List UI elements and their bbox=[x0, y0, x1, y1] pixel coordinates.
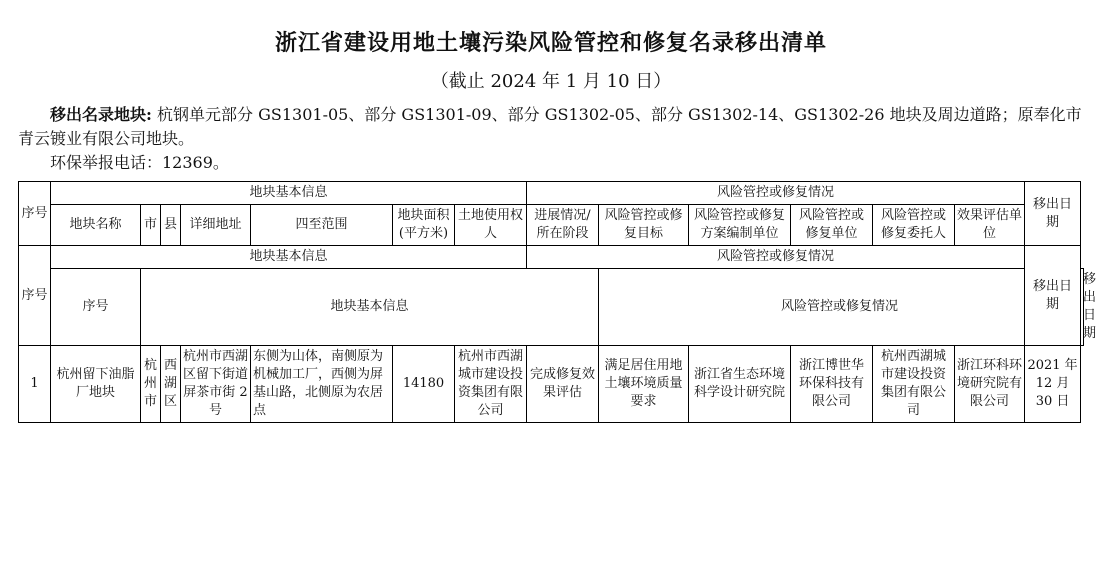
header-cell: 详细地址 bbox=[181, 205, 251, 246]
header-cell: 风险管控或修复目标 bbox=[599, 205, 689, 246]
table-row bbox=[19, 346, 1084, 423]
hotline: 环保举报电话：12369。 bbox=[50, 153, 229, 172]
table-cell: 满足居住用地土壤环境质量要求 bbox=[599, 346, 689, 423]
table-cell: 杭州市 bbox=[141, 346, 161, 423]
table-cell: 杭州市西湖区留下街道屏茶市街 2 号 bbox=[181, 346, 251, 423]
header-cell: 土地使用权人 bbox=[455, 205, 527, 246]
removal-text: 杭钢单元部分 GS1301-05、部分 GS1301-09、部分 GS1302-05、部分 GS1302-14、GS1302-26 地块及周边道路；原奉化市青云镀业有限公司地块。 bbox=[18, 105, 1082, 148]
header-cell: 移出日期 bbox=[1025, 182, 1081, 246]
header-cell: 序号 bbox=[19, 246, 51, 346]
removal-paragraph bbox=[18, 103, 1084, 151]
group-header-risk: 风险管控或修复情况 bbox=[599, 269, 1081, 346]
table-cell: 杭州留下油脂厂地块 bbox=[51, 346, 141, 423]
table-cell: 杭州市西湖城市建设投资集团有限公司 bbox=[455, 346, 527, 423]
subtitle: （截止 2024 年 1 月 10 日） bbox=[430, 71, 672, 92]
table-cell: 西湖区 bbox=[161, 346, 181, 423]
group-header-basic: 地块基本信息 bbox=[51, 182, 527, 205]
page-title: 浙江省建设用地土壤污染风险管控和修复名录移出清单 bbox=[274, 30, 827, 56]
header-cell: 移出日期 bbox=[1081, 269, 1084, 346]
header-cell: 风险管控或修复单位 bbox=[791, 205, 873, 246]
header-cell: 县 bbox=[161, 205, 181, 246]
group-header-basic: 地块基本信息 bbox=[141, 269, 599, 346]
header-cell: 序号 bbox=[19, 182, 51, 246]
table-cell: 完成修复效果评估 bbox=[527, 346, 599, 423]
header-cell: 风险管控或修复方案编制单位 bbox=[689, 205, 791, 246]
table-cell: 杭州西湖城市建设投资集团有限公司 bbox=[873, 346, 955, 423]
header-cell: 移出日期 bbox=[1025, 246, 1081, 346]
removal-label: 移出名录地块: bbox=[50, 105, 152, 124]
group-header-risk: 风险管控或修复情况 bbox=[527, 182, 1025, 205]
table-cell: 14180 bbox=[393, 346, 455, 423]
table-cell: 2021 年 12 月 30 日 bbox=[1025, 346, 1081, 423]
group-header-basic: 地块基本信息 bbox=[51, 246, 527, 269]
table-cell: 1 bbox=[19, 346, 51, 423]
header-cell: 进展情况/所在阶段 bbox=[527, 205, 599, 246]
header-cell: 地块名称 bbox=[51, 205, 141, 246]
table-cell: 东侧为山体，南侧原为机械加工厂，西侧为屏基山路，北侧原为农居点 bbox=[251, 346, 393, 423]
removal-table bbox=[18, 181, 1097, 423]
table-body bbox=[19, 346, 1084, 423]
group-header-risk: 风险管控或修复情况 bbox=[527, 246, 1025, 269]
header-cell: 四至范围 bbox=[251, 205, 393, 246]
header-cell: 市 bbox=[141, 205, 161, 246]
table-cell: 浙江环科环境研究院有限公司 bbox=[955, 346, 1025, 423]
header-cell: 地块面积(平方米) bbox=[393, 205, 455, 246]
header-cell: 效果评估单位 bbox=[955, 205, 1025, 246]
table-cell: 浙江省生态环境科学设计研究院 bbox=[689, 346, 791, 423]
header-cell: 序号 bbox=[51, 269, 141, 346]
header-cell: 风险管控或修复委托人 bbox=[873, 205, 955, 246]
table-cell: 浙江博世华环保科技有限公司 bbox=[791, 346, 873, 423]
